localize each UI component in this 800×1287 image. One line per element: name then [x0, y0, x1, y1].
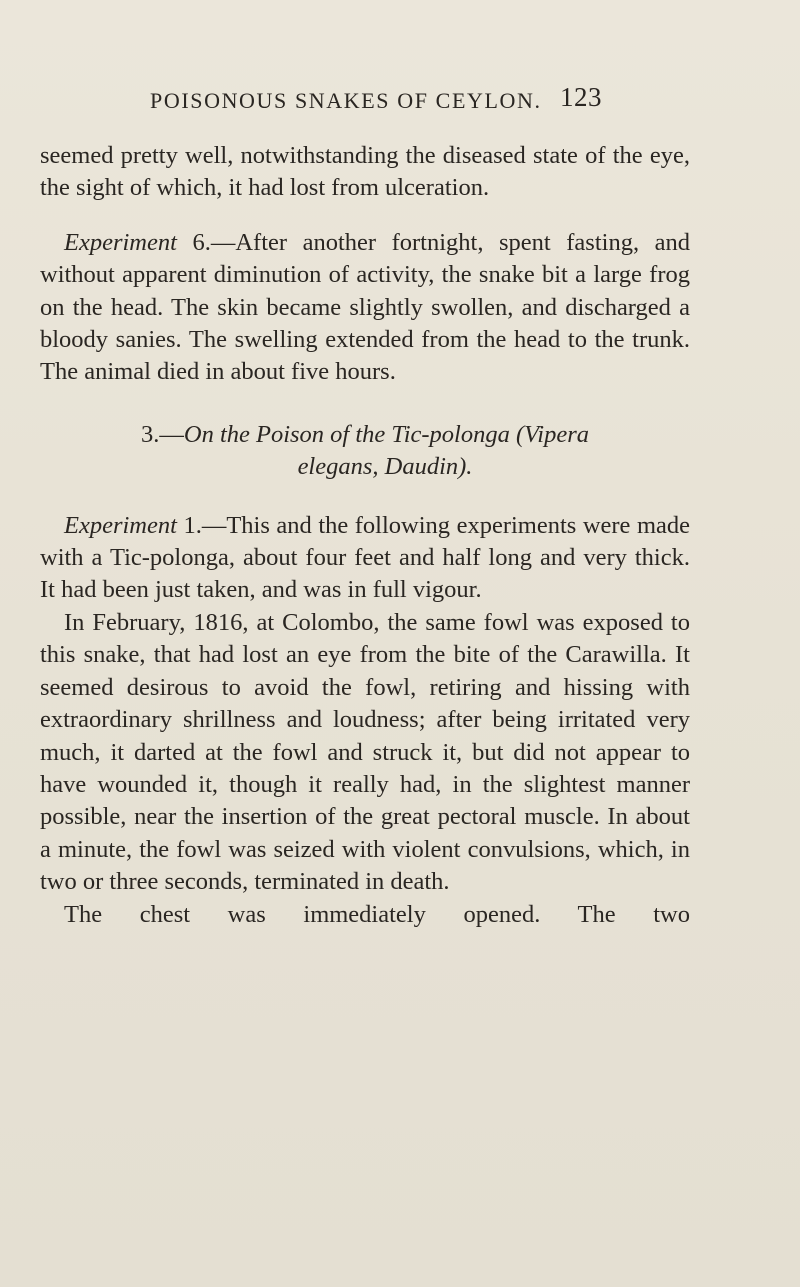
paragraph-experiment-6 — [40, 227, 690, 389]
section-heading — [40, 419, 690, 484]
paragraph-continuation: seemed pretty well, notwithstanding the diseased state of the eye, the sight of which, it had lost from ulceration. — [40, 142, 690, 202]
page-number: 123 — [560, 82, 602, 112]
section-number: 3.— — [141, 420, 184, 448]
running-head: POISONOUS SNAKES OF CEYLON. — [150, 88, 542, 113]
page-header — [0, 82, 800, 128]
paragraph-february: In February, 1816, at Colombo, the same fowl was exposed to this snake, that had lost an eye from the bite of the Carawilla. It seemed desirous to avoid the fowl, retiring and hissing with extraordinary shrillness and loudness; after being irritated very much, it darted at the fowl and struck it, but did not appear to have wounded it, though it really had, in the slightest manner possible, near the insertion of the great pectoral muscle. In about a minute, the fowl was seized with violent convulsions, which, in two or three seconds, terminated in death. — [40, 608, 690, 896]
paragraph-chest: The chest was immediately opened. The two — [64, 900, 690, 928]
experiment-number: 1. — [176, 511, 202, 539]
body-text — [40, 140, 690, 931]
experiment-label: Experiment — [64, 511, 177, 539]
section-title-line-1: On the Poison of the Tic-polonga (Vipera — [183, 420, 589, 448]
section-title-line-2: elegans, Daudin). — [297, 453, 473, 481]
experiment-label: Experiment — [64, 228, 177, 256]
paragraph-experiment-1 — [40, 510, 690, 607]
experiment-number: 6. — [176, 228, 211, 256]
experiment-text: —After another fortnight, spent fasting, and without apparent diminution of activity, the snake bit a large frog on the head. The skin became slightly swollen, and discharged a bloody sanies. The swelling extended from the head to the trunk. The animal died in about five hours. — [40, 228, 690, 386]
experiment-text: —This and the following experiments were made with a Tic-polonga, about four feet and half long and very thick. It had been just taken, and was in full vigour. — [40, 511, 691, 604]
